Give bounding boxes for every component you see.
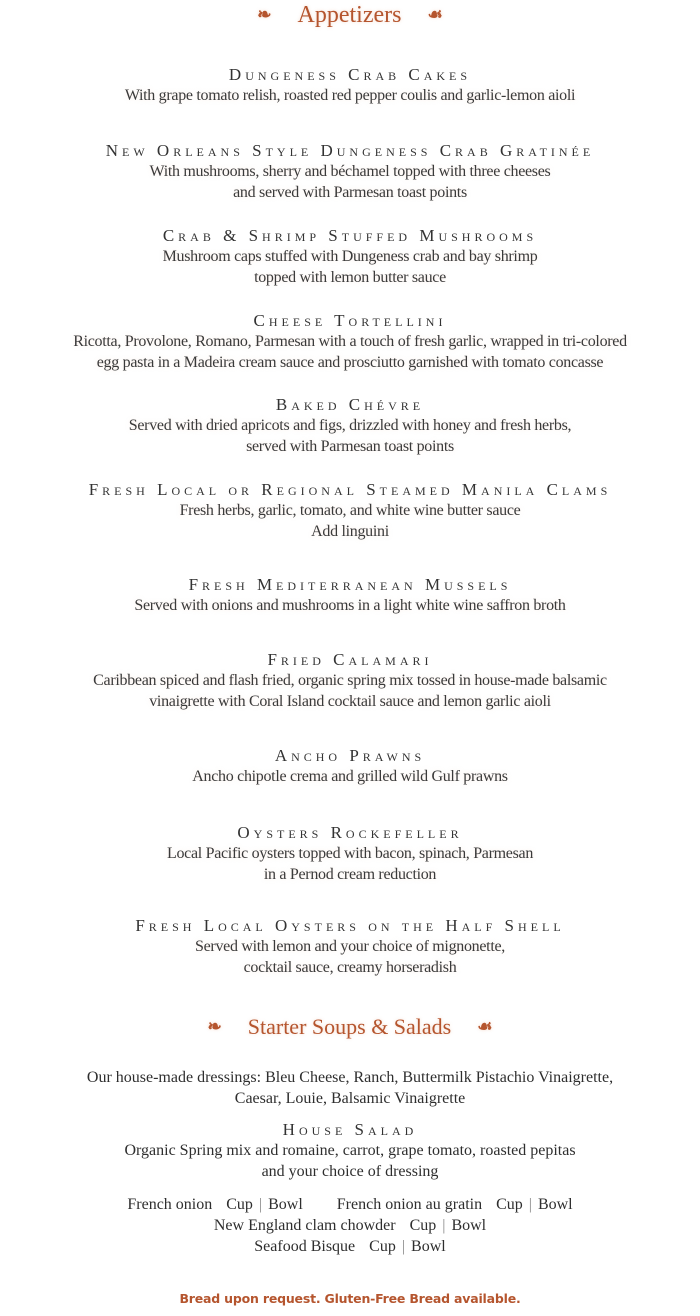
item-name: Fresh Mediterranean Mussels	[188, 575, 512, 594]
ornament-right-icon: ☙	[477, 1017, 493, 1036]
item-description: and your choice of dressing	[261, 1163, 439, 1180]
item-description: and served with Parmesan toast points	[233, 184, 467, 201]
appetizers-heading	[0, 1, 700, 29]
divider: |	[258, 1196, 263, 1213]
cup-label: Cup	[496, 1196, 523, 1213]
soup-name: Seafood Bisque	[254, 1238, 356, 1255]
item-description: Organic Spring mix and romaine, carrot, grape tomato, roasted pepitas	[124, 1142, 576, 1159]
bowl-label: Bowl	[537, 1196, 573, 1213]
dressings-line-1: Our house-made dressings: Bleu Cheese, Ranch, Buttermilk Pistachio Vinaigrette,	[86, 1069, 614, 1086]
item-description: Caribbean spiced and flash fried, organic spring mix tossed in house-made balsamic	[93, 672, 607, 689]
menu-item-dungeness-crab-cakes	[0, 65, 700, 106]
item-description: served with Parmesan toast points	[246, 438, 454, 455]
item-description: Served with dried apricots and figs, drizzled with honey and fresh herbs,	[128, 417, 572, 434]
menu-item-fried-calamari	[0, 650, 700, 712]
item-description: Local Pacific oysters topped with bacon, spinach, Parmesan	[166, 845, 534, 862]
item-description: Ancho chipotle crema and grilled wild Gulf prawns	[192, 768, 508, 785]
item-name: Fresh Local Oysters on the Half Shell	[135, 916, 565, 935]
item-name: Baked Chévre	[275, 395, 425, 414]
item-description: Served with onions and mushrooms in a light white wine saffron broth	[134, 597, 566, 614]
menu-item-oysters-half-shell	[0, 916, 700, 978]
ornament-left-icon: ❧	[257, 5, 272, 24]
item-description: topped with lemon butter sauce	[254, 269, 446, 286]
menu-item-house-salad	[0, 1120, 700, 1182]
divider: |	[528, 1196, 532, 1213]
menu-item-mediterranean-mussels	[0, 575, 700, 616]
item-description: cocktail sauce, creamy horseradish	[243, 959, 457, 976]
menu-item-oysters-rockefeller	[0, 823, 700, 885]
bowl-label: Bowl	[411, 1238, 446, 1255]
menu-item-crab-gratinee	[0, 141, 700, 203]
item-name: Cheese Tortellini	[253, 311, 447, 330]
soup-name: New England clam chowder	[213, 1217, 396, 1234]
divider: |	[442, 1217, 446, 1234]
cup-label: Cup	[226, 1196, 253, 1213]
menu-item-baked-chevre	[0, 395, 700, 457]
divider: |	[401, 1238, 406, 1255]
cup-label: Cup	[369, 1238, 396, 1255]
bowl-label: Bowl	[451, 1217, 487, 1234]
item-name: House Salad	[282, 1120, 418, 1139]
cup-label: Cup	[409, 1217, 437, 1234]
bread-note: Bread upon request. Gluten-Free Bread available.	[179, 1291, 521, 1306]
soups-line-1	[0, 1194, 700, 1215]
soup-name: French onion	[127, 1196, 213, 1213]
menu-item-ancho-prawns	[0, 746, 700, 787]
appetizers-title: Appetizers	[297, 2, 402, 28]
dressings-line-2: Caesar, Louie, Balsamic Vinaigrette	[234, 1090, 466, 1107]
item-name: Ancho Prawns	[274, 746, 426, 765]
item-description: Add linguini	[311, 523, 389, 540]
item-name: New Orleans Style Dungeness Crab Gratinée	[105, 141, 595, 160]
item-description: Served with lemon and your choice of mignonette,	[195, 938, 505, 955]
item-name: Fresh Local or Regional Steamed Manila Clams	[88, 480, 612, 499]
item-description: With grape tomato relish, roasted red pepper coulis and garlic-lemon aioli	[124, 87, 576, 104]
ornament-right-icon: ☙	[427, 5, 443, 24]
soups-salads-title: Starter Soups & Salads	[247, 1014, 452, 1039]
item-description: egg pasta in a Madeira cream sauce and prosciutto garnished with tomato concasse	[96, 354, 604, 371]
item-description: With mushrooms, sherry and béchamel topped with three cheeses	[149, 163, 551, 180]
item-description: vinaigrette with Coral Island cocktail sauce and lemon garlic aioli	[149, 693, 551, 710]
item-name: Dungeness Crab Cakes	[228, 65, 472, 84]
ornament-left-icon: ❧	[207, 1017, 222, 1036]
soups-line-2	[0, 1215, 700, 1236]
menu-item-stuffed-mushrooms	[0, 226, 700, 288]
item-description: in a Pernod cream reduction	[263, 866, 437, 883]
item-description: Fresh herbs, garlic, tomato, and white wine butter sauce	[179, 502, 521, 519]
menu-item-cheese-tortellini	[0, 311, 700, 373]
item-name: Fried Calamari	[267, 650, 433, 669]
item-description: Ricotta, Provolone, Romano, Parmesan with a touch of fresh garlic, wrapped in tri-colored	[73, 333, 627, 350]
bowl-label: Bowl	[268, 1196, 303, 1213]
soups-salads-heading	[0, 1013, 700, 1041]
soups-line-3	[0, 1236, 700, 1257]
item-name: Crab & Shrimp Stuffed Mushrooms	[162, 226, 538, 245]
item-description: Mushroom caps stuffed with Dungeness crab and bay shrimp	[162, 248, 538, 265]
menu-item-manila-clams	[0, 480, 700, 542]
item-name: Oysters Rockefeller	[237, 823, 463, 842]
soup-name: French onion au gratin	[336, 1196, 483, 1213]
